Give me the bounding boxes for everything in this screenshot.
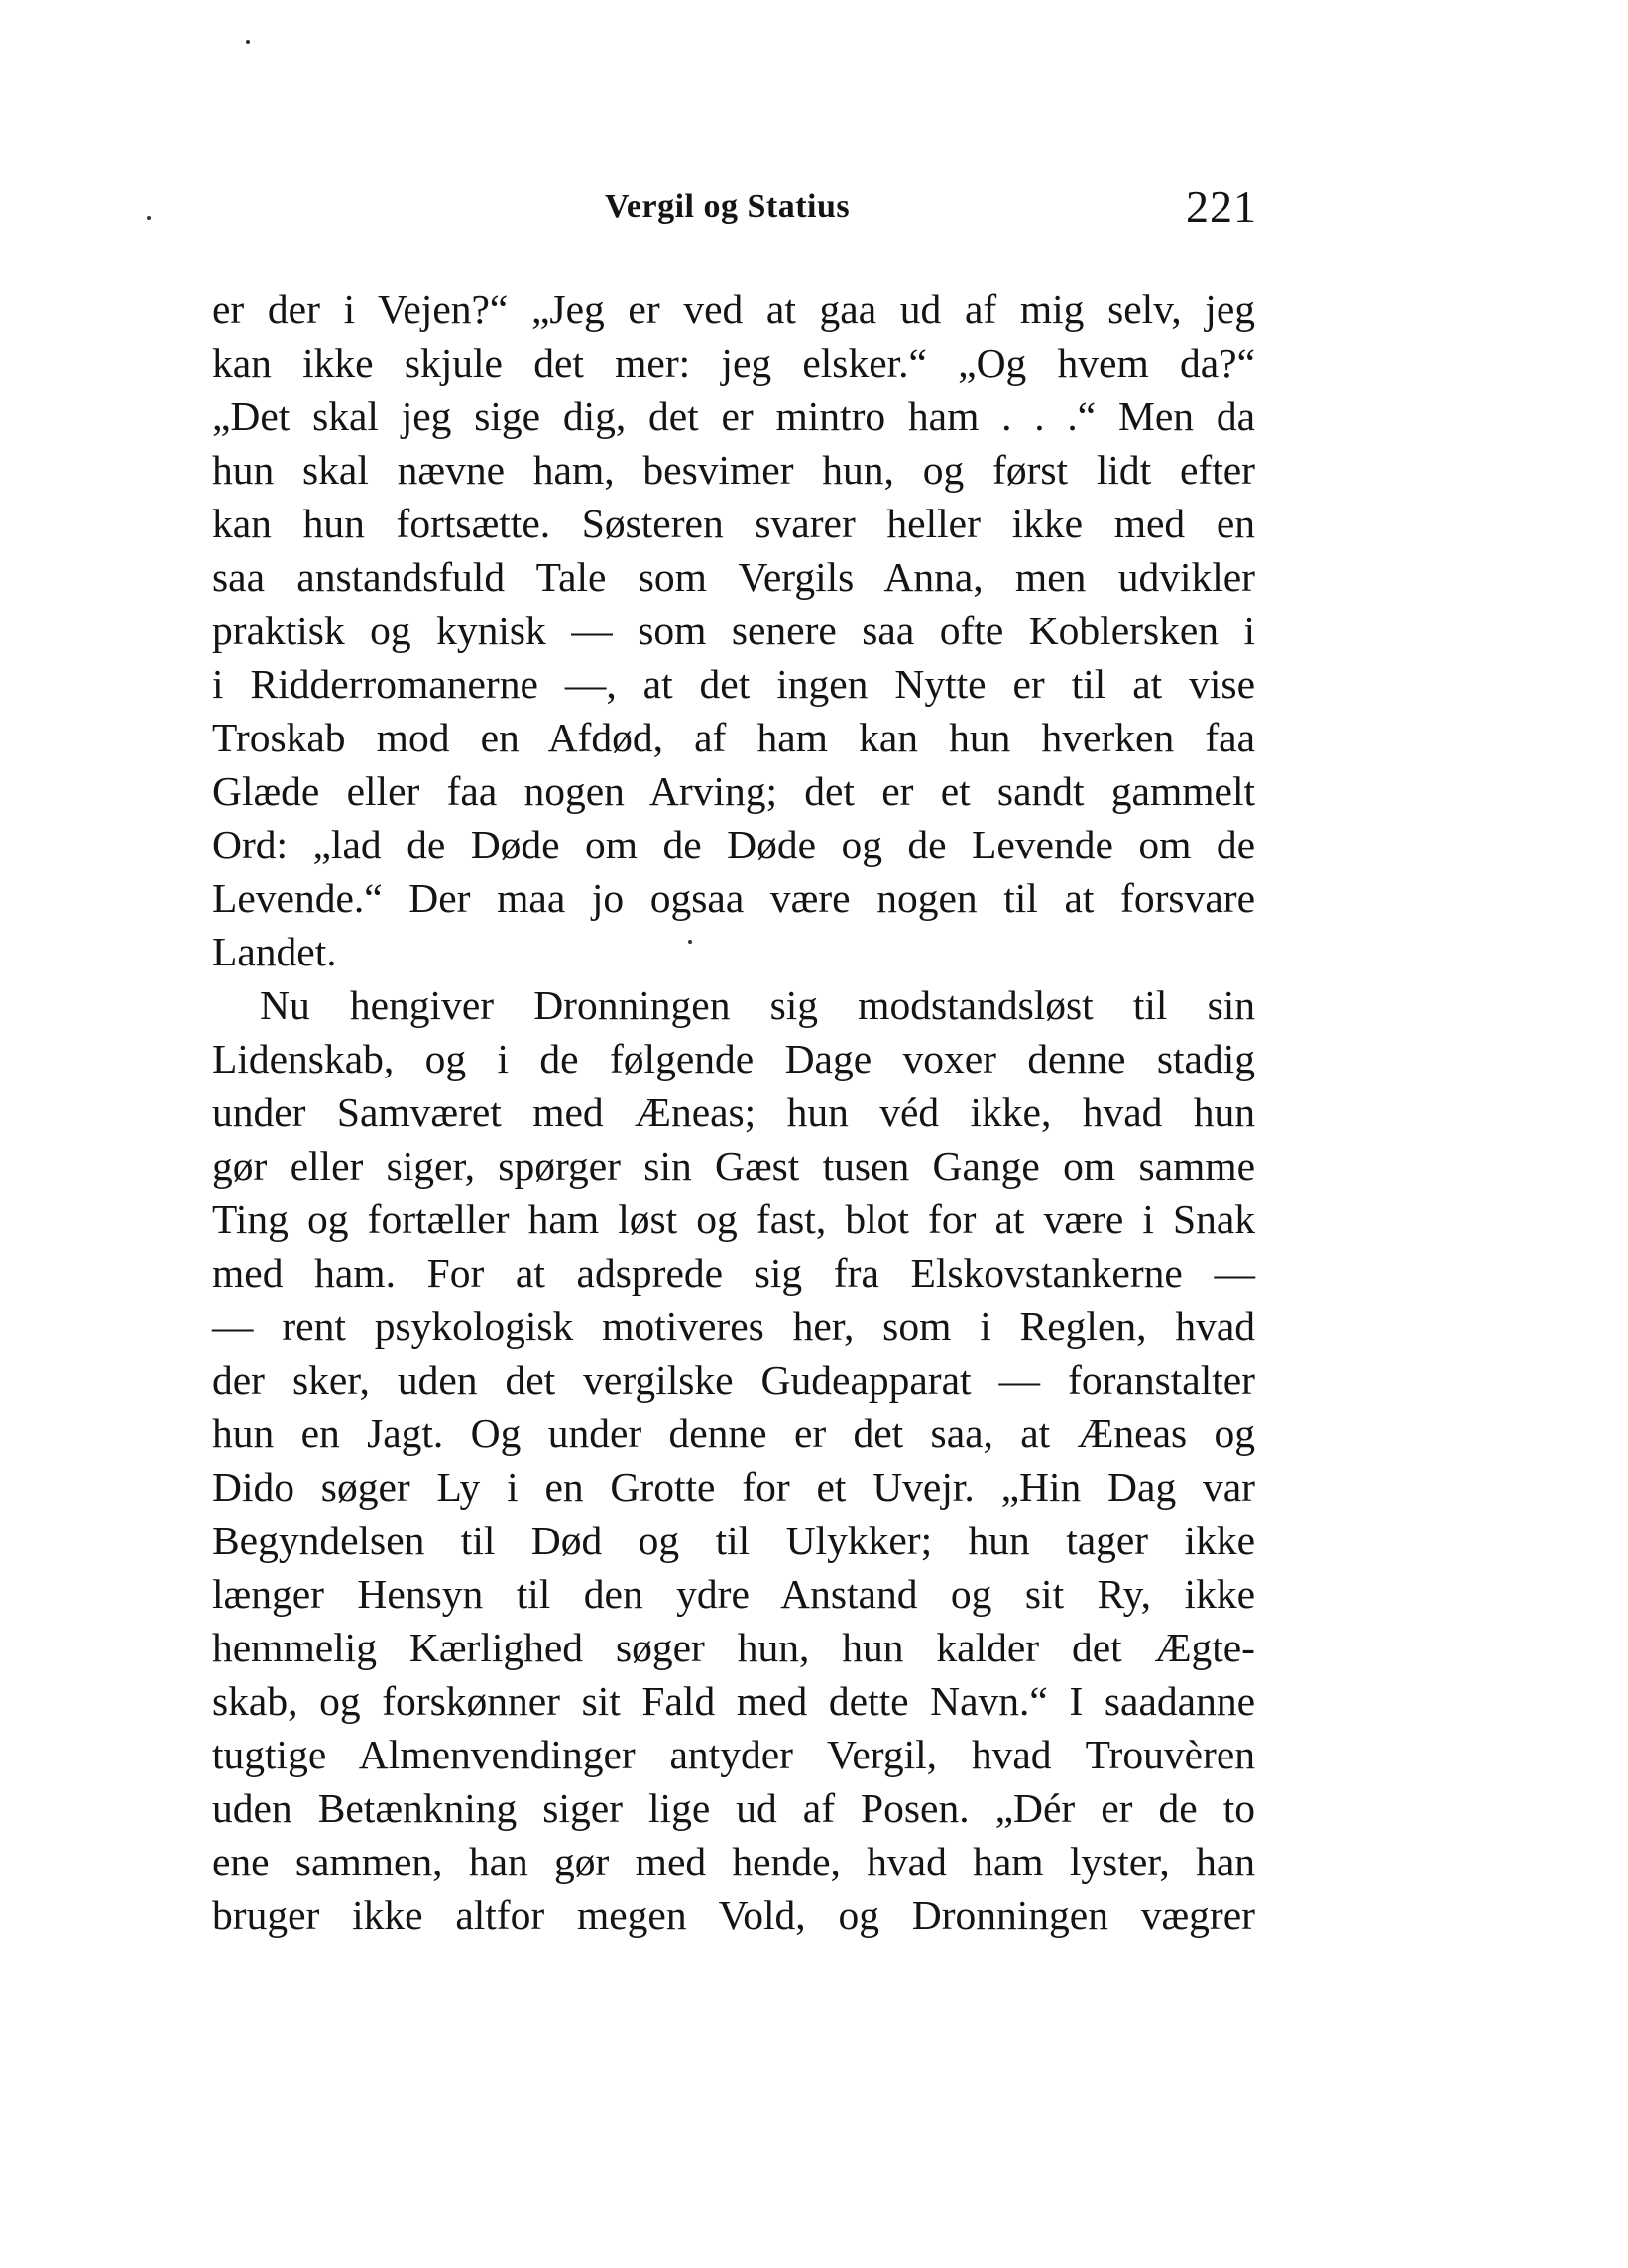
scan-speck — [147, 216, 151, 220]
text-line: ene sammen, han gør med hende, hvad ham lyster, han — [212, 1839, 1255, 1884]
scan-speck — [246, 40, 250, 44]
text-line: Levende.“ Der maa jo ogsaa være nogen til at forsvare — [212, 875, 1255, 921]
text-line: Troskab mod en Afdød, af ham kan hun hverken faa — [212, 715, 1255, 760]
text-line: uden Betænkning siger lige ud af Posen. „Dér er de to — [212, 1785, 1255, 1831]
text-line: Dido søger Ly i en Grotte for et Uvejr. „Hin Dag var — [212, 1464, 1255, 1510]
text-line: saa anstandsfuld Tale som Vergils Anna, men udvikler — [212, 554, 1255, 600]
text-line: Landet. — [212, 929, 337, 974]
text-line: med ham. For at adsprede sig fra Elskovstankerne — — [212, 1250, 1255, 1296]
text-line: kan hun fortsætte. Søsteren svarer heller ikke med en — [212, 501, 1255, 546]
text-line: under Samværet med Æneas; hun véd ikke, hvad hun — [212, 1089, 1255, 1135]
text-line: — rent psykologisk motiveres her, som i Reglen, hvad — [212, 1304, 1255, 1349]
text-line: Ting og fortæller ham løst og fast, blot for at være i Snak — [212, 1196, 1255, 1242]
text-line: Lidenskab, og i de følgende Dage voxer denne stadig — [212, 1036, 1255, 1081]
text-line: tugtige Almenvendinger antyder Vergil, hvad Trouvèren — [212, 1732, 1255, 1777]
text-line: hemmelig Kærlighed søger hun, hun kalder det Ægte- — [212, 1625, 1255, 1670]
text-line: kan ikke skjule det mer: jeg elsker.“ „Og hvem da?“ — [212, 340, 1255, 386]
text-line: gør eller siger, spørger sin Gæst tusen Gange om samme — [212, 1143, 1255, 1189]
text-line: hun skal nævne ham, besvimer hun, og først lidt efter — [212, 447, 1255, 493]
text-line: Nu hengiver Dronningen sig modstandsløst til sin — [260, 982, 1255, 1028]
page-number: 221 — [1186, 181, 1257, 232]
text-line: længer Hensyn til den ydre Anstand og sit Ry, ikke — [212, 1571, 1255, 1617]
text-line: i Ridderromanerne —, at det ingen Nytte er til at vise — [212, 661, 1255, 707]
text-line: Begyndelsen til Død og til Ulykker; hun tager ikke — [212, 1518, 1255, 1563]
scan-speck — [688, 940, 692, 944]
text-line: Glæde eller faa nogen Arving; det er et sandt gammelt — [212, 768, 1255, 814]
text-line: der sker, uden det vergilske Gudeapparat — foranstalter — [212, 1357, 1255, 1403]
text-line: hun en Jagt. Og under denne er det saa, at Æneas og — [212, 1411, 1255, 1456]
text-line: bruger ikke altfor megen Vold, og Dronningen vægrer — [212, 1892, 1255, 1938]
text-line: „Det skal jeg sige dig, det er mintro ham . . .“ Men da — [212, 394, 1255, 439]
text-line: praktisk og kynisk — som senere saa ofte Koblersken i — [212, 608, 1255, 653]
text-line: er der i Vejen?“ „Jeg er ved at gaa ud af mig selv, jeg — [212, 286, 1255, 332]
text-line: Ord: „lad de Døde om de Døde og de Levende om de — [212, 822, 1255, 867]
text-line: skab, og forskønner sit Fald med dette Navn.“ I saadanne — [212, 1678, 1255, 1724]
running-title: Vergil og Statius — [605, 188, 851, 225]
